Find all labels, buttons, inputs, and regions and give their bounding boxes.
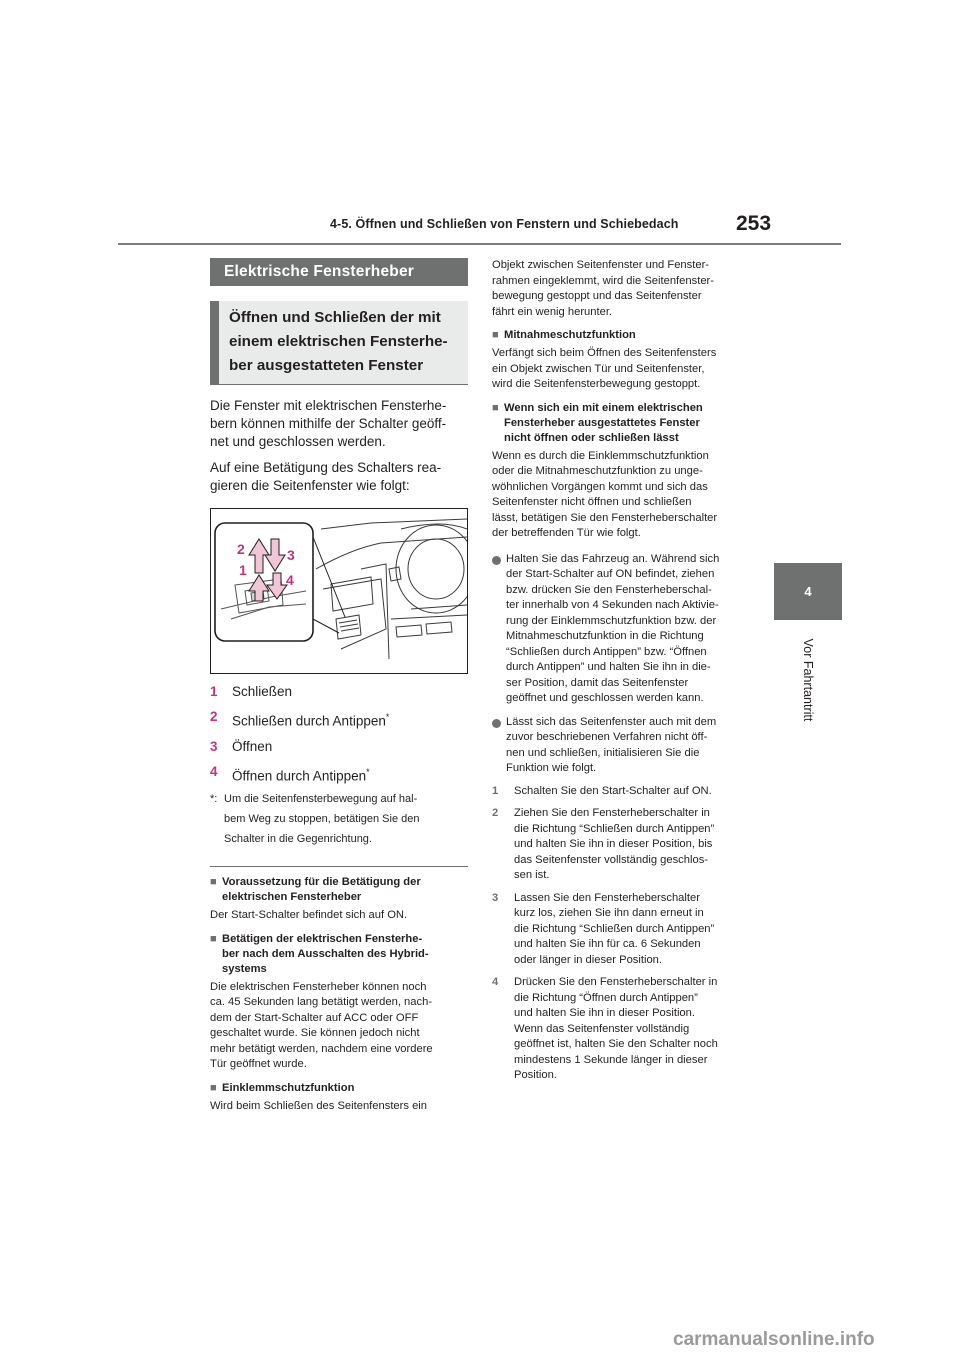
subsection-rule xyxy=(210,384,468,385)
bullet-item: Lässt sich das Seitenfenster auch mit dem zuvor beschriebenen Verfahren nicht öff- nen und schließen, initialisieren Sie die Funktion wie folgt. xyxy=(492,715,754,777)
section-title: Elektrische Fensterheber xyxy=(210,258,468,286)
watermark: carmanualsonline.info xyxy=(673,1329,875,1350)
continued-text: Objekt zwischen Seitenfenster und Fenster- rahmen eingeklemmt, wird die Seitenfenster- bewegung gestoppt und das Seitenfenster fährt ein wenig herunter. xyxy=(492,259,714,318)
notes-divider xyxy=(210,866,468,867)
intro-paragraph-1: Die Fenster mit elektrischen Fensterhe- bern können mithilfe der Schalter geöff- net und geschlossen werden. xyxy=(210,398,447,449)
bullet-item: Halten Sie das Fahrzeug an. Während sich der Start-Schalter auf ON befindet, ziehen bzw. drücken Sie den Fensterheberschal- ter innerhalb von 4 Sekunden nach Aktivie- rung der Einklemmschutzfunktion bzw. der Mitnahmeschutzfunktion in die Richtung “Schließen durch Antippen” bzw. “Öffnen durch Antippen” und halten Sie ihn in die- ser Position, damit das Seitenfenster geöffnet und geschlossen werden kann. xyxy=(492,552,754,707)
page-number: 253 xyxy=(736,212,772,235)
window-switch-diagram xyxy=(211,509,467,673)
chapter-side-label: Vor Fahrtantritt xyxy=(801,638,815,722)
callout-2: 2 xyxy=(237,541,245,557)
list-item: 3 Öffnen xyxy=(210,738,273,754)
list-item: 1 Schließen xyxy=(210,684,293,699)
note-heading: ■ Voraussetzung für die Betätigung der elektrischen Fensterheber xyxy=(210,876,421,903)
note-heading: ■ Einklemmschutzfunktion xyxy=(210,1081,355,1094)
list-item: 4 Öffnen durch Antippen* xyxy=(210,763,370,783)
list-item: 2 Schließen durch Antippen* xyxy=(210,709,390,729)
window-switch-illustration xyxy=(210,508,468,674)
list-item: 4 Drücken Sie den Fensterheberschalter in die Richtung “Öffnen durch Antippen” und halten Sie ihn in dieser Position. Wenn das Seitenfenster vollständig geöffnet ist, halten Sie den Schalter noch mindestens 1 Sekunde länger in dieser Position. xyxy=(492,976,718,1081)
bullet-icon xyxy=(492,556,501,565)
note-heading: ■ Mitnahmeschutzfunktion xyxy=(492,329,636,341)
intro-paragraph-2: Auf eine Betätigung des Schalters rea- gieren die Seitenfenster wie folgt: xyxy=(210,460,442,493)
list-item: 2 Ziehen Sie den Fensterheberschalter in die Richtung “Schließen durch Antippen” und halten Sie ihn in dieser Position, bis das Seitenfenster vollständig geschlos- sen ist. xyxy=(492,807,715,881)
footnote: *: Um die Seitenfensterbewegung auf hal- bem Weg zu stoppen, betätigen Sie den Schalter in die Gegenrichtung. xyxy=(210,793,420,845)
left-column xyxy=(210,258,468,1114)
callout-4: 4 xyxy=(286,572,294,588)
callout-1: 1 xyxy=(239,562,247,578)
note-text: Verfängt sich beim Öffnen des Seitenfensters ein Objekt zwischen Tür und Seitenfenster, wird die Seitenfensterbewegung gestoppt. xyxy=(492,347,717,390)
header-rule xyxy=(118,243,841,245)
chapter-tab[interactable]: 4 xyxy=(774,563,842,620)
note-text: Die elektrischen Fensterheber können noch ca. 45 Sekunden lang betätigt werden, nach- dem der Start-Schalter auf ACC oder OFF geschaltet wurde. Sie können jedoch nicht mehr betätigt werden, nachdem eine vordere Tür geöffnet wurde. xyxy=(210,980,433,1070)
subsection-title: Öffnen und Schließen der mit einem elektrischen Fensterhe- ber ausgestatteten Fenster xyxy=(210,301,468,384)
list-item: 1 Schalten Sie den Start-Schalter auf ON. xyxy=(492,784,712,797)
note-heading: ■ Wenn sich ein mit einem elektrischen Fensterheber ausgestattetes Fenster nicht öffnen oder schließen lässt xyxy=(492,401,703,444)
note-heading: ■ Betätigen der elektrischen Fensterhe- ber nach dem Ausschalten des Hybrid- systems xyxy=(210,932,429,975)
note-text: Der Start-Schalter befindet sich auf ON. xyxy=(210,909,408,921)
right-column xyxy=(492,258,754,1084)
note-text: Wenn es durch die Einklemmschutzfunktion oder die Mitnahmeschutzfunktion zu unge- wöhnlichen Vorgängen kommt und sich das Seitenfenster nicht öffnen und schließen lässt, betätigen Sie den Fensterheberschalter der betreffenden Tür wie folgt. xyxy=(492,449,718,539)
list-item: 3 Lassen Sie den Fensterheberschalter kurz los, ziehen Sie ihn dann erneut in die Richtung “Schließen durch Antippen” und halten Sie ihn für ca. 6 Sekunden oder länger in dieser Position. xyxy=(492,891,715,966)
callout-3: 3 xyxy=(287,547,295,563)
note-text: Wird beim Schließen des Seitenfensters ein xyxy=(210,1099,428,1112)
chapter-header: 4-5. Öffnen und Schließen von Fenstern und Schiebedach xyxy=(330,217,679,231)
bullet-icon xyxy=(492,719,501,728)
